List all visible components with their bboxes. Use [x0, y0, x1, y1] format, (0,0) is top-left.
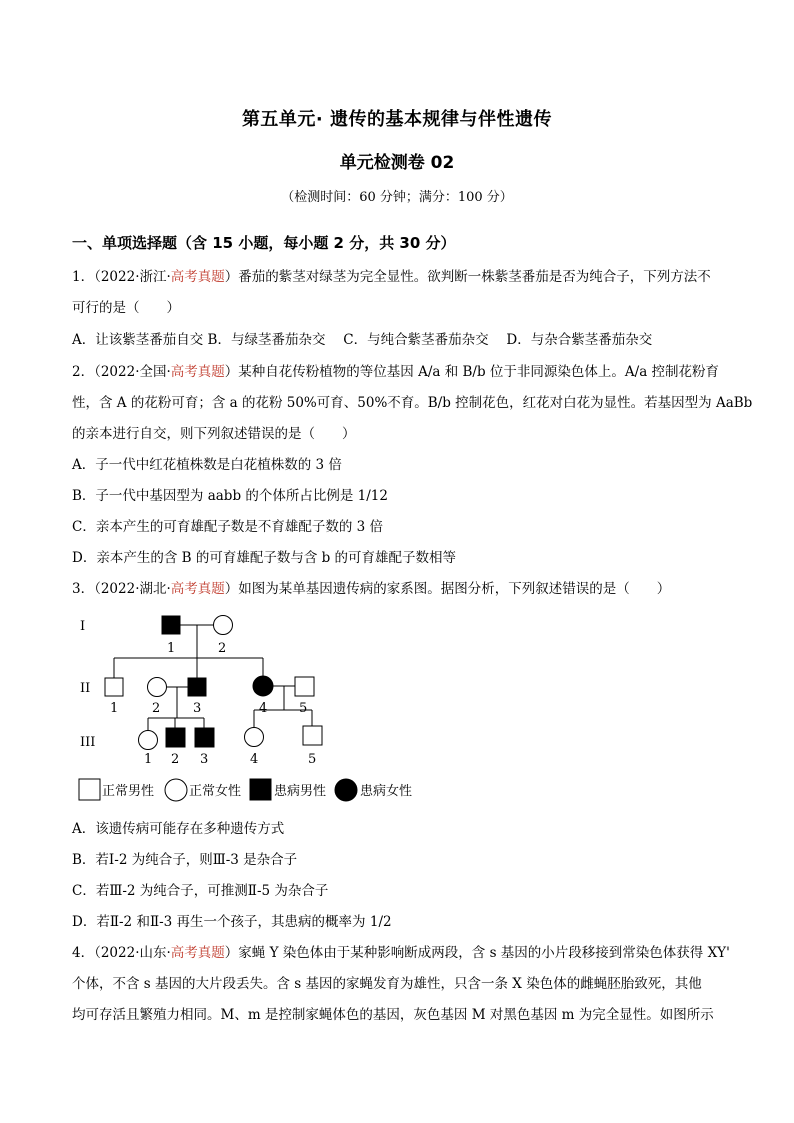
individual-II-3: [188, 678, 206, 696]
question-4-line-2: 个体，不含 s 基因的大片段丢失。含 s 基因的家蝇发育为雄性，只含一条 X 染色体的雌蝇胚胎致死，其他: [72, 976, 702, 992]
question-3-option-b: B．若Ⅰ-2 为纯合子，则Ⅲ-3 是杂合子: [72, 852, 298, 868]
question-2-option-b: B．子一代中基因型为 aabb 的个体所占比例是 1/12: [72, 488, 388, 504]
individual-III-3: [195, 728, 214, 747]
question-1-text: ）番茄的紫茎对绿茎为完全显性。欲判断一株紫茎番茄是否为纯合子，下列方法不: [224, 269, 711, 285]
exam-meta: （检测时间：60 分钟；满分：100 分）: [281, 190, 513, 205]
legend-affected-female-symbol: [335, 779, 357, 801]
generation-label-2: II: [80, 681, 91, 696]
question-2-line-2: 性，含 A 的花粉可育；含 a 的花粉 50%可育、50%不育。B/b 控制花色，红花对白花为显性。若基因型为 AaBb: [72, 395, 753, 411]
label-II-5: 5: [299, 701, 308, 716]
individual-II-5: [295, 677, 314, 696]
generation-label-3: III: [80, 735, 96, 750]
label-III-5: 5: [308, 752, 317, 766]
label-III-1: 1: [144, 752, 153, 766]
question-3-option-c: C．若Ⅲ-2 为纯合子，可推测Ⅱ-5 为杂合子: [72, 883, 329, 899]
individual-III-5: [303, 726, 322, 745]
individual-I-1: [162, 616, 180, 634]
question-4-text: ）家蝇 Y 染色体由于某种影响断成两段，含 s 基因的小片段移接到常染色体获得 XY': [224, 945, 730, 961]
question-4-prefix: 4．（2022·山东·: [72, 945, 171, 961]
individual-III-2: [166, 728, 185, 747]
question-4-tag: 高考真题: [170, 945, 225, 961]
legend-normal-female-symbol: [165, 779, 187, 801]
question-2-text: ）某种自花传粉植物的等位基因 A/a 和 B/b 位于非同源染色体上。A/a 控制花粉育: [224, 364, 720, 380]
question-3-text: ）如图为某单基因遗传病的家系图。据图分析，下列叙述错误的是（ ）: [224, 581, 671, 597]
question-2-option-a: A．子一代中红花植株数是白花植株数的 3 倍: [72, 457, 342, 473]
question-2-option-c: C．亲本产生的可育雄配子数是不育雄配子数的 3 倍: [72, 519, 384, 535]
question-1-prefix: 1．（2022·浙江·: [72, 269, 171, 285]
question-3-option-a: A．该遗传病可能存在多种遗传方式: [72, 821, 285, 837]
question-4-line-3: 均可存活且繁殖力相同。M、m 是控制家蝇体色的基因，灰色基因 M 对黑色基因 m 为完全显性。如图所示: [72, 1007, 714, 1023]
individual-II-4: [253, 676, 273, 696]
label-III-2: 2: [171, 752, 180, 766]
pedigree-chart: [72, 606, 372, 766]
legend-normal-male-symbol: [79, 779, 100, 800]
label-I-1: 1: [167, 641, 176, 656]
individual-III-4: [245, 728, 264, 747]
question-2-tag: 高考真题: [170, 364, 225, 380]
question-1-line-2: 可行的是（ ）: [72, 300, 180, 316]
label-III-4: 4: [250, 752, 259, 766]
legend-affected-female: 患病女性: [360, 784, 413, 799]
individual-II-1: [105, 678, 123, 696]
question-1-options: A．让该紫茎番茄自交 B．与绿茎番茄杂交 C．与纯合紫茎番茄杂交 D．与杂合紫茎番茄杂交: [72, 332, 653, 348]
label-II-4: 4: [259, 701, 268, 716]
question-2-prefix: 2．（2022·全国·: [72, 364, 171, 380]
question-2-option-d: D．亲本产生的含 B 的可育雄配子数与含 b 的可育雄配子数相等: [72, 550, 457, 566]
question-3-tag: 高考真题: [170, 581, 225, 597]
legend-affected-male: 患病男性: [274, 784, 327, 799]
label-II-1: 1: [110, 701, 119, 716]
pedigree-legend: [72, 776, 432, 804]
section-heading: 一、单项选择题（含 15 小题，每小题 2 分，共 30 分）: [72, 234, 456, 252]
question-3-prefix: 3．（2022·湖北·: [72, 581, 171, 597]
individual-II-2: [148, 678, 167, 697]
question-1-tag: 高考真题: [170, 269, 225, 285]
question-2-line-3: 的亲本进行自交，则下列叙述错误的是（ ）: [72, 426, 356, 442]
label-I-2: 2: [218, 641, 227, 656]
page-subtitle: 单元检测卷 02: [339, 153, 455, 173]
page-title: 第五单元· 遗传的基本规律与伴性遗传: [241, 109, 553, 130]
individual-I-2: [214, 616, 233, 635]
question-3-line-1: [72, 579, 728, 599]
question-3-option-d: D．若Ⅱ-2 和Ⅱ-3 再生一个孩子，其患病的概率为 1/2: [72, 914, 392, 930]
legend-affected-male-symbol: [250, 779, 271, 800]
legend-normal-male: 正常男性: [102, 784, 155, 799]
question-2-line-1: [72, 362, 728, 382]
label-II-2: 2: [152, 701, 161, 716]
label-II-3: 3: [193, 701, 202, 716]
label-III-3: 3: [200, 752, 209, 766]
question-1-line-1: [72, 267, 728, 287]
legend-normal-female: 正常女性: [189, 784, 242, 799]
individual-III-1: [139, 731, 158, 750]
question-4-line-1: [72, 943, 728, 963]
generation-label-1: I: [80, 619, 86, 634]
